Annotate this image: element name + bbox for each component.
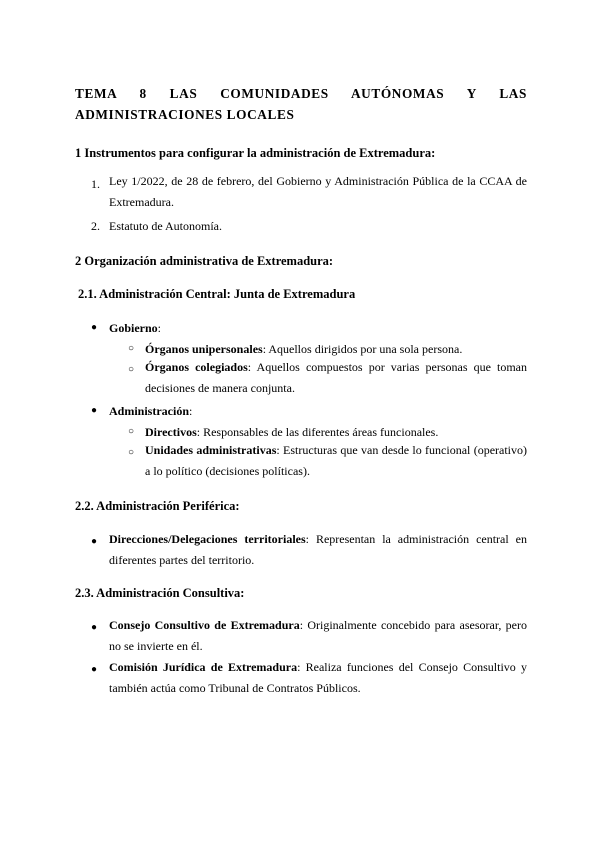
circle-bullet-icon: ○ bbox=[128, 364, 135, 375]
document-title: TEMA 8 LAS COMUNIDADES AUTÓNOMAS Y LAS ADMINISTRACIONES LOCALES bbox=[75, 86, 527, 122]
item-text: : Responsables de las diferentes áreas funcionales. bbox=[196, 425, 439, 439]
item-term: Órganos unipersonales bbox=[145, 342, 263, 356]
list-item bbox=[145, 424, 438, 440]
circle-bullet-icon: ○ bbox=[128, 447, 135, 458]
item-text: : Aquellos dirigidos por una sola persona. bbox=[262, 342, 463, 356]
item-term: Administración bbox=[109, 404, 190, 418]
list-item-text: Ley 1/2022, de 28 de febrero, del Gobierno y Administración Pública de la CCAA de Extremadura. bbox=[109, 174, 527, 209]
circle-bullet-icon: ○ bbox=[128, 343, 135, 354]
bullet-icon: ● bbox=[91, 405, 98, 416]
list-item bbox=[109, 320, 161, 336]
item-text: : Estructuras que van desde lo funcional (operativo) a lo político (decisiones políticas). bbox=[145, 443, 528, 478]
item-text: : Representan la administración central en diferentes partes del territorio. bbox=[109, 532, 527, 567]
item-term: Gobierno bbox=[109, 321, 158, 335]
bullet-icon: ● bbox=[91, 622, 98, 633]
list-item bbox=[109, 615, 527, 657]
list-item bbox=[145, 440, 527, 482]
bullet-icon: ● bbox=[91, 322, 98, 333]
subsection-2-3-heading: 2.3. Administración Consultiva: bbox=[75, 586, 245, 600]
item-text: : Realiza funciones del Consejo Consultivo y también actúa como Tribunal de Contratos Públicos. bbox=[109, 660, 527, 695]
item-term: Consejo Consultivo de Extremadura bbox=[109, 618, 300, 632]
item-text: : Aquellos compuestos por varias personas que toman decisiones de manera conjunta. bbox=[145, 360, 527, 395]
item-colon: : bbox=[157, 321, 162, 335]
list-item bbox=[145, 357, 527, 399]
bullet-icon: ● bbox=[91, 664, 98, 675]
list-number: 2. bbox=[91, 219, 100, 233]
item-term: Comisión Jurídica de Extremadura bbox=[109, 660, 298, 674]
list-item bbox=[109, 403, 192, 419]
list-item bbox=[145, 341, 462, 357]
item-colon: : bbox=[189, 404, 193, 418]
item-term: Direcciones/Delegaciones territoriales bbox=[109, 532, 306, 546]
item-term: Directivos bbox=[145, 425, 197, 439]
subsection-2-2-heading: 2.2. Administración Periférica: bbox=[75, 499, 240, 513]
section-2-heading: 2 Organización administrativa de Extremadura: bbox=[75, 254, 334, 268]
item-term: Órganos colegiados bbox=[145, 360, 248, 374]
section-1-heading: 1 Instrumentos para configurar la administración de Extremadura: bbox=[75, 146, 436, 160]
subsection-2-1-heading: 2.1. Administración Central: Junta de Extremadura bbox=[78, 287, 356, 301]
list-item bbox=[109, 657, 527, 699]
item-term: Unidades administrativas bbox=[145, 443, 277, 457]
bullet-icon: ● bbox=[91, 536, 98, 547]
item-text: : Originalmente concebido para asesorar, pero no se invierte en él. bbox=[109, 618, 527, 653]
circle-bullet-icon: ○ bbox=[128, 426, 135, 437]
list-item bbox=[109, 529, 527, 571]
list-item-text: Estatuto de Autonomía. bbox=[109, 219, 222, 233]
list-number: 1. bbox=[91, 177, 100, 191]
